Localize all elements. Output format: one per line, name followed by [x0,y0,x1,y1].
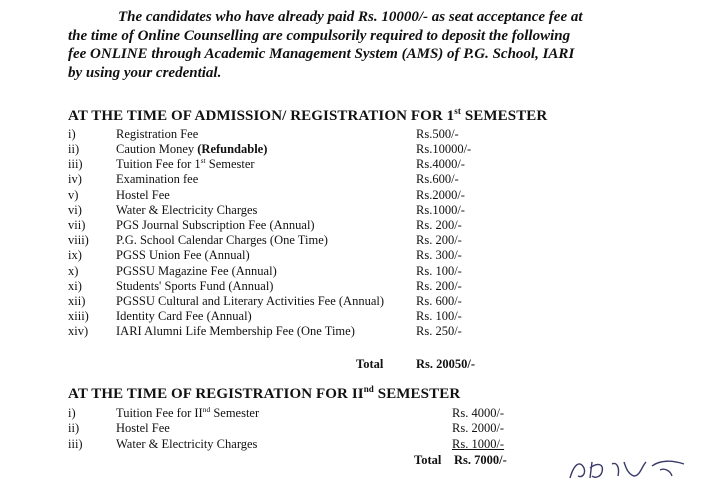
sem2-total: Total Rs. 7000/- [414,453,507,467]
intro-line: the time of Online Counselling are compulsorily required to deposit the following [68,27,571,44]
intro-paragraph [68,8,664,82]
fee-row: xiii) Identity Card Fee (Annual) Rs. 100/- [68,309,462,323]
sem1-heading: AT THE TIME OF ADMISSION/ REGISTRATION FOR 1st SEMESTER [68,106,548,124]
intro-line: fee ONLINE through Academic Management System (AMS) of P.G. School, IARI [68,46,575,62]
fee-row: iii) Tuition Fee for 1st Semester Rs.4000/- [68,156,465,171]
intro-line: The candidates who have already paid Rs. 10000/- as seat acceptance fee at [118,9,583,25]
fee-row: iii) Water & Electricity Charges Rs. 1000/- [68,437,505,451]
signature-icon [560,454,700,480]
fee-row: i) Tuition Fee for IInd Semester Rs. 4000/- [68,405,505,420]
fee-row: xi) Students' Sports Fund (Annual) Rs. 200/- [68,279,462,293]
fee-row: xii) PGSSU Cultural and Literary Activities Fee (Annual) Rs. 600/- [68,294,462,308]
fee-row: ii) Hostel Fee Rs. 2000/- [68,421,505,435]
fee-row: vii) PGS Journal Subscription Fee (Annual) Rs. 200/- [68,218,462,232]
sem2-heading: AT THE TIME OF REGISTRATION FOR IInd SEMESTER [68,384,461,402]
fee-row: ix) PGSS Union Fee (Annual) Rs. 300/- [68,248,462,262]
fee-row: xiv) IARI Alumni Life Membership Fee (One Time) Rs. 250/- [68,324,462,338]
fee-row: x) PGSSU Magazine Fee (Annual) Rs. 100/- [68,264,462,278]
fee-row: iv) Examination fee Rs.600/- [68,172,459,186]
intro-line: by using your credential. [68,64,222,81]
fee-row: i) Registration Fee Rs.500/- [68,127,459,141]
fee-row: vi) Water & Electricity Charges Rs.1000/- [68,203,465,217]
fee-row: viii) P.G. School Calendar Charges (One Time) Rs. 200/- [68,233,462,247]
fee-row: ii) Caution Money (Refundable) Rs.10000/- [68,142,472,156]
fee-row: v) Hostel Fee Rs.2000/- [68,188,465,202]
sem1-total: Total Rs. 20050/- [356,357,476,371]
